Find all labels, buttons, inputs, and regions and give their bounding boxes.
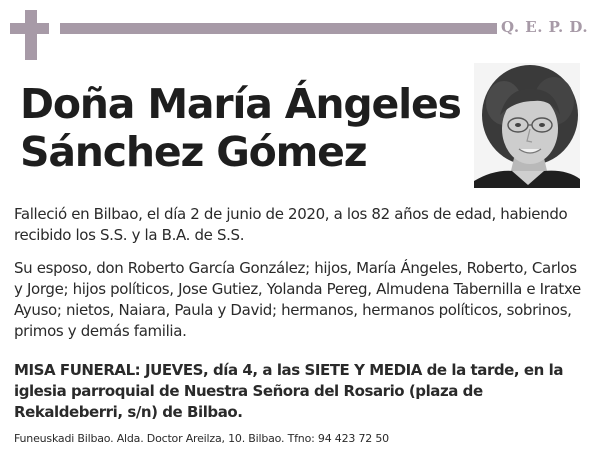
deceased-name-line1: Doña María Ángeles <box>20 80 461 128</box>
deceased-name-line2: Sánchez Gómez <box>20 128 367 176</box>
portrait-photo <box>474 63 580 188</box>
funeral-mass-text: MISA FUNERAL: JUEVES, día 4, a las SIETE Y MEDIA de la tarde, en la iglesia parroquial de Nuestra Señora del Rosario (plaza de Rekaldeberri, s/n) de Bilbao. <box>14 361 564 421</box>
deceased-name <box>20 80 470 176</box>
qepd-label: Q. E. P. D. <box>501 18 589 36</box>
cross-icon-arm <box>10 23 49 34</box>
family-text: Su esposo, don Roberto García González; hijos, María Ángeles, Roberto, Carlos y Jorge; hijos políticos, Jose Gutiez, Yolanda Pereg, Almudena Tabernilla e Iratxe Ayuso; nietos, Naiara, Paula y David; hermanos, hermanos políticos, sobrinos, primos y demás familia. <box>14 259 581 340</box>
portrait-photo-icon <box>474 63 580 188</box>
death-notice-text: Falleció en Bilbao, el día 2 de junio de 2020, a los 82 años de edad, habiendo recibido los S.S. y la B.A. de S.S. <box>14 205 568 244</box>
funeral-home-info: Funeuskadi Bilbao. Alda. Doctor Areilza, 10. Bilbao. Tfno: 94 423 72 50 <box>14 432 389 445</box>
cross-icon <box>25 10 37 60</box>
header-divider <box>60 23 497 34</box>
